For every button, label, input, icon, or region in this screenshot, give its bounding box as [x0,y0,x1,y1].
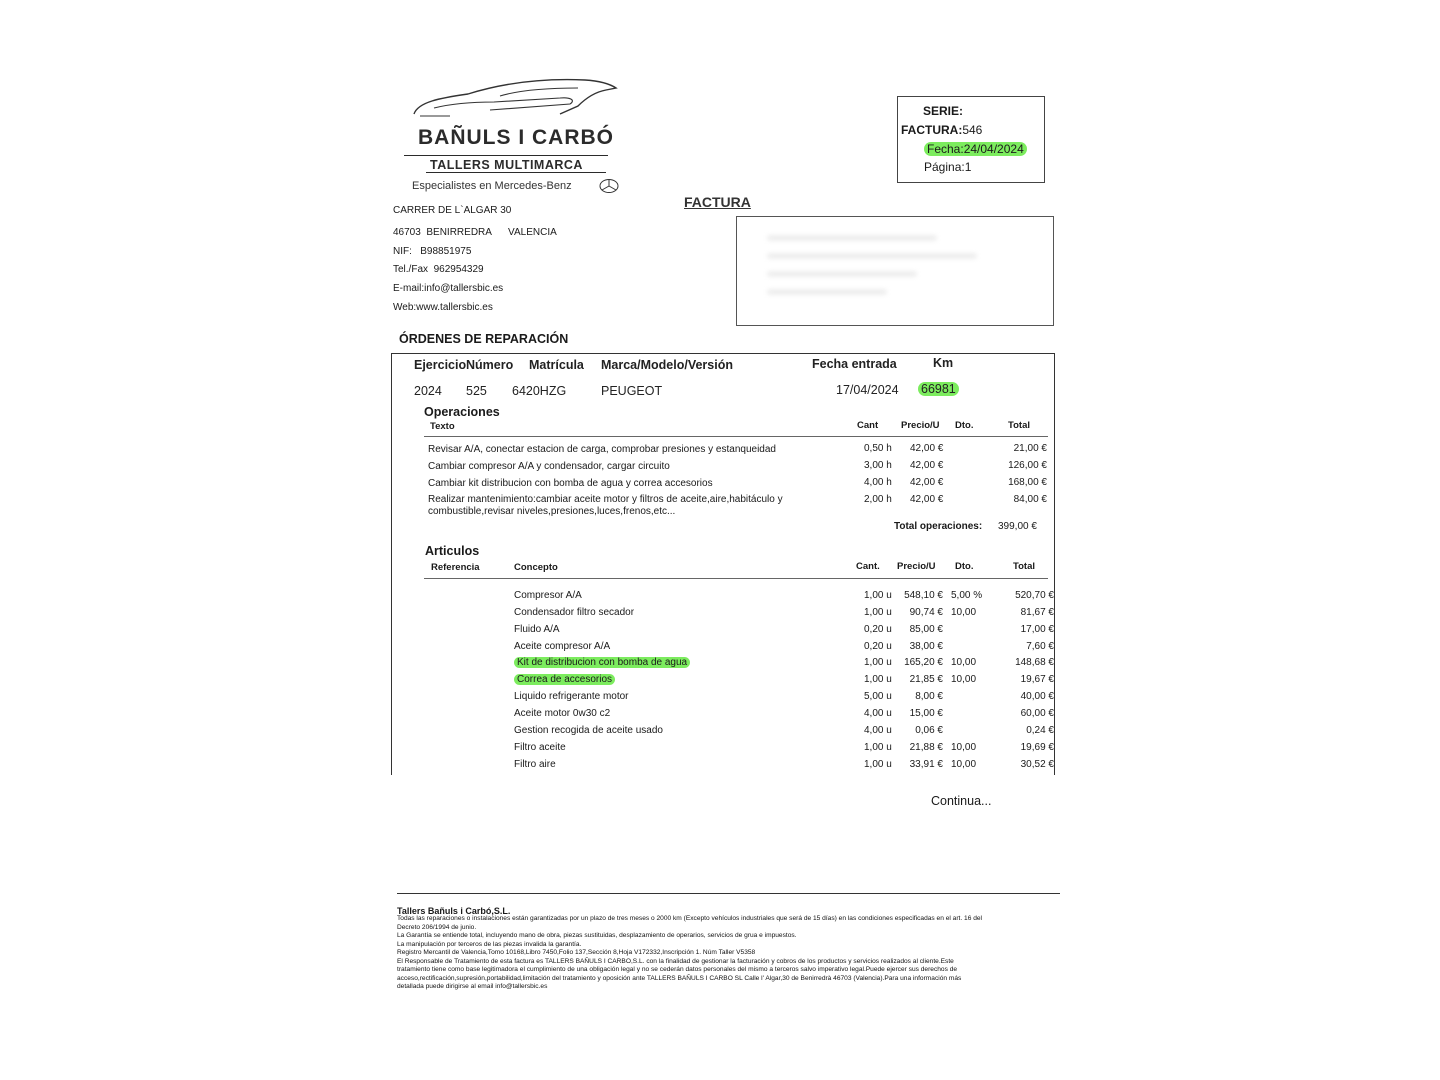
address-street: CARRER DE L`ALGAR 30 [393,205,512,216]
articulos-title: Articulos [425,544,480,558]
footer-legal-text [397,915,1062,992]
footer-line: La manipulación por terceros de las piezas invalida la garantía. [397,940,582,948]
articulo-concepto: Condensador filtro secador [514,607,635,618]
col-texto: Texto [430,421,455,432]
articulo-concepto: Aceite compresor A/A [514,641,611,652]
value-numero: 525 [466,384,487,398]
address-email: E-mail:info@tallersbic.es [393,283,504,294]
articulo-cant: 1,00 u [864,607,892,618]
operacion-texto: Cambiar kit distribucion con bomba de agua y correa accesorios [428,478,713,489]
total-operaciones-label: Total operaciones: [894,521,983,532]
articulo-total: 19,69 € [1020,742,1054,753]
client-address-box [736,216,1054,326]
operacion-precio: 42,00 € [910,460,944,471]
header-ejercicio: Ejercicio [414,358,467,372]
operacion-total: 168,00 € [1008,477,1047,488]
articulo-precio: 548,10 € [904,590,943,601]
articulo-cant: 1,00 u [864,590,892,601]
articulo-dto: 10,00 [951,759,977,770]
footer-line: tratamiento tiene como base legitimadora el cumplimiento de una obligación legal y no se cederán datos personales del mismo a terceros salvo imperativo legal.Puede ejercer sus derechos de [397,966,958,973]
articulo-concepto: Aceite motor 0w30 c2 [514,708,611,719]
articulo-dto: 10,00 [951,657,977,668]
articulos-header-rule [424,578,1048,579]
articulo-cant: 5,00 u [864,691,892,702]
articulo-concepto: Compresor A/A [514,590,582,601]
pagina-label: Página: [924,160,965,174]
operacion-precio: 42,00 € [910,477,944,488]
fecha-value: 24/04/2024 [963,142,1024,156]
operaciones-title: Operaciones [424,405,500,419]
articulo-dto: 10,00 [951,742,977,753]
col-referencia: Referencia [431,562,480,573]
articulo-dto: 10,00 [951,607,977,618]
operacion-cant: 2,00 h [864,494,892,505]
operacion-cant: 0,50 h [864,443,892,454]
operacion-texto: Revisar A/A, conectar estacion de carga, comprobar presiones y estanqueidad [428,444,776,455]
total-operaciones-value: 399,00 € [998,521,1037,532]
continua-label: Continua... [931,794,992,808]
articulo-precio: 21,88 € [909,742,943,753]
articulo-total: 19,67 € [1020,674,1054,685]
operacion-total: 84,00 € [1013,494,1047,505]
fecha-label: Fecha: [927,142,964,156]
company-subtitle: TALLERS MULTIMARCA [430,158,583,172]
articulo-cant: 1,00 u [864,759,892,770]
articulo-precio: 8,00 € [915,691,943,702]
col-cant: Cant [857,420,879,431]
serie-label: SERIE: [923,104,964,118]
articulo-precio: 0,06 € [915,725,943,736]
address-city: 46703 BENIRREDRA VALENCIA [393,227,557,238]
col-cant: Cant. [856,561,880,572]
articulo-concepto: Gestion recogida de aceite usado [514,725,663,736]
factura-number [901,123,982,137]
articulo-precio: 165,20 € [904,657,943,668]
operacion-texto-cont: combustible,revisar niveles,presiones,luces,frenos,etc... [428,506,676,517]
document-title: FACTURA [684,194,751,210]
footer-line: El Responsable de Tratamiento de esta factura es TALLERS BAÑULS I CARBO,S.L. con la finalidad de gestionar la facturación y cobros de los productos y servicios realizados al cliente.Este [397,957,954,965]
articulo-cant: 0,20 u [864,624,892,635]
header-marca: Marca/Modelo/Versión [601,358,733,372]
value-km [918,382,959,396]
operacion-texto: Realizar mantenimiento:cambiar aceite motor y filtros de aceite,aire,habitáculo y [428,494,783,505]
articulo-total: 60,00 € [1020,708,1054,719]
articulo-precio: 33,91 € [909,759,943,770]
address-nif: NIF: B98851975 [393,246,472,257]
col-precio: Precio/U [897,561,936,572]
footer-rule [397,893,1060,894]
articulo-total: 148,68 € [1015,657,1054,668]
operacion-total: 126,00 € [1008,460,1047,471]
logo-divider [426,172,606,173]
articulo-dto: 5,00 % [951,590,983,601]
articulo-precio: 90,74 € [909,607,943,618]
operacion-cant: 4,00 h [864,477,892,488]
footer-company: Tallers Bañuls i Carbó,S.L. [397,906,511,916]
page-number [924,160,971,174]
articulo-cant: 1,00 u [864,657,892,668]
value-matricula: 6420HZG [512,384,567,398]
operacion-texto: Cambiar compresor A/A y condensador, cargar circuito [428,461,670,472]
articulo-concepto: Correa de accesorios [514,674,615,685]
company-specialty: Especialistes en Mercedes-Benz [412,180,572,192]
factura-label: FACTURA: [901,123,963,137]
value-fecha-entrada: 17/04/2024 [836,383,899,397]
articulo-cant: 0,20 u [864,641,892,652]
articulo-cant: 4,00 u [864,725,892,736]
articulo-concepto: Kit de distribucion con bomba de agua [514,657,690,668]
articulo-precio: 85,00 € [909,624,943,635]
col-concepto: Concepto [514,562,558,573]
articulo-total: 40,00 € [1020,691,1054,702]
articulo-cant: 1,00 u [864,674,892,685]
operacion-cant: 3,00 h [864,460,892,471]
company-name: BAÑULS I CARBÓ [418,126,614,149]
articulo-total: 0,24 € [1026,725,1054,736]
value-ejercicio: 2024 [414,384,442,398]
car-logo-icon [410,74,622,126]
operacion-precio: 42,00 € [910,443,944,454]
header-km: Km [933,356,954,370]
footer-line: Todas las reparaciones o instalaciones están garantizadas por un plazo de tres meses o 2000 km (Excepto vehículos industriales que será de 15 días) en las condiciones especificadas en el art. 16 del [397,915,982,922]
header-numero: Número [466,358,514,372]
footer-line: acceso,rectificación,supresión,portabilidad,limitación del tratamiento y oposición ante TALLERS BAÑULS I CARBO SL Calle l' Algar,30 de Benirredrà 46703 (Valencia).Para una información más [397,974,962,982]
footer-line: Decreto 206/1994 de junio. [397,923,477,931]
header-matricula: Matrícula [529,358,584,372]
footer-line: detallada puede dirigirse al email info@tallersbic.es [397,983,548,990]
articulo-total: 30,52 € [1020,759,1054,770]
operacion-precio: 42,00 € [910,494,944,505]
col-total: Total [1013,561,1035,572]
operacion-total: 21,00 € [1013,443,1047,454]
articulo-concepto: Filtro aire [514,759,556,770]
articulo-total: 520,70 € [1015,590,1054,601]
articulo-precio: 15,00 € [909,708,943,719]
articulo-total: 81,67 € [1020,607,1054,618]
col-precio: Precio/U [901,420,940,431]
col-dto: Dto. [955,420,974,431]
invoice-date [924,142,1027,156]
articulo-concepto: Liquido refrigerante motor [514,691,629,702]
col-total: Total [1008,420,1030,431]
logo-divider [404,155,608,156]
articulo-concepto: Fluido A/A [514,624,560,635]
articulo-cant: 4,00 u [864,708,892,719]
address-web: Web:www.tallersbic.es [393,302,493,313]
footer-line: Registro Mercantil de Valencia,Tomo 10168,Libro 7450,Folio 137,Sección 8,Hoja V172332,Inscripción 1. Núm Taller V5358 [397,949,756,956]
value-marca: PEUGEOT [601,384,663,398]
col-dto: Dto. [955,561,974,572]
address-phone: Tel./Fax 962954329 [393,264,484,275]
articulo-total: 7,60 € [1026,641,1054,652]
invoice-info-box [897,96,1045,183]
articulo-precio: 38,00 € [909,641,943,652]
km-value: 66981 [918,382,959,396]
articulo-precio: 21,85 € [909,674,943,685]
articulo-dto: 10,00 [951,674,977,685]
operaciones-header-rule [424,436,1048,437]
mercedes-star-icon [598,178,620,194]
ordenes-title: ÓRDENES DE REPARACIÓN [399,332,569,346]
footer-line: La Garantía se entiende total, incluyendo mano de obra, piezas sustituidas, desplazamiento de operarios, servicios de grua e impuestos. [397,932,797,939]
articulo-total: 17,00 € [1020,624,1054,635]
header-fecha-entrada: Fecha entrada [812,357,897,371]
factura-value: 546 [962,123,983,137]
articulo-concepto: Filtro aceite [514,742,566,753]
pagina-value: 1 [964,160,972,174]
articulo-cant: 1,00 u [864,742,892,753]
